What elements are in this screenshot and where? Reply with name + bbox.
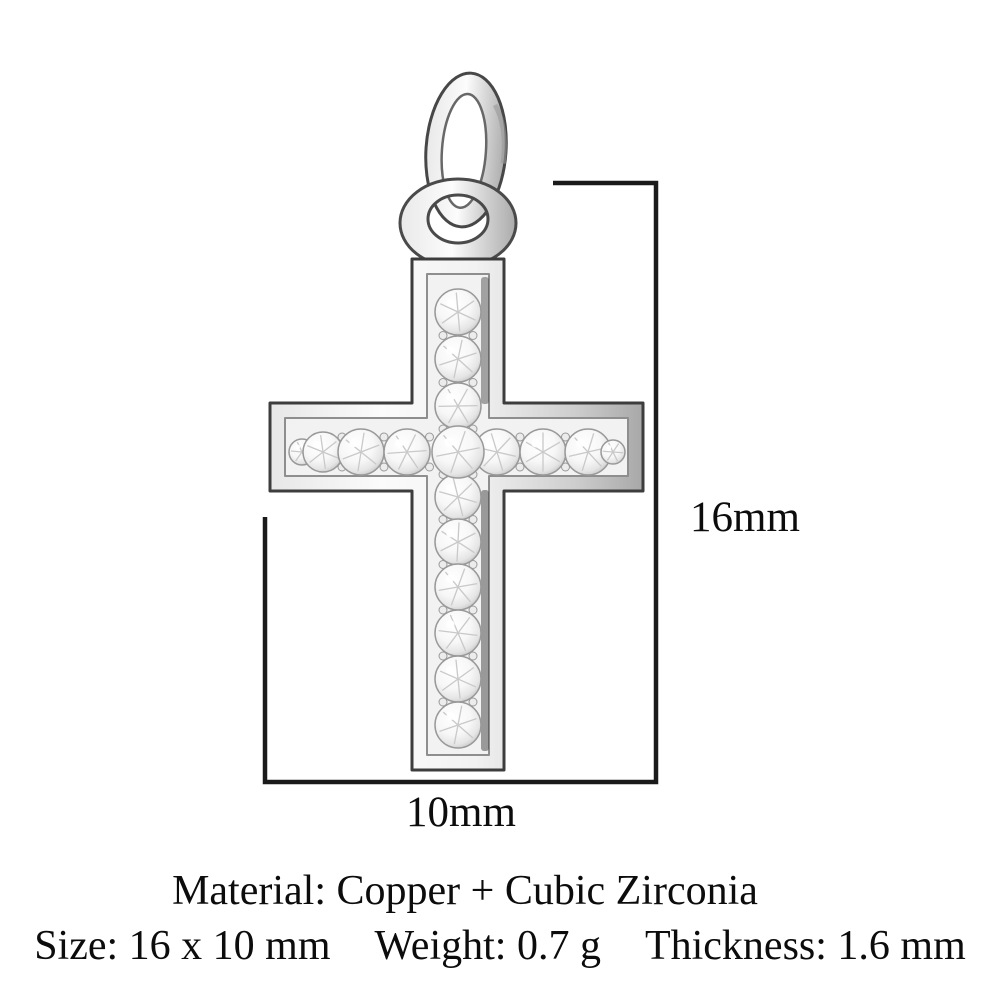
channel-shadow <box>481 277 489 404</box>
width-dimension-label: 10mm <box>406 789 516 836</box>
material-spec-text: Material: Copper + Cubic Zirconia <box>172 868 758 914</box>
thickness-spec-text: Thickness: 1.6 mm <box>644 923 966 969</box>
height-dimension-label: 16mm <box>690 494 800 541</box>
cubic-zirconia-stones <box>289 289 625 748</box>
channel-shadow <box>481 490 489 751</box>
spec-row <box>0 921 1000 971</box>
size-spec-text: Size: 16 x 10 mm <box>34 923 331 969</box>
weight-spec-text: Weight: 0.7 g <box>374 923 601 969</box>
